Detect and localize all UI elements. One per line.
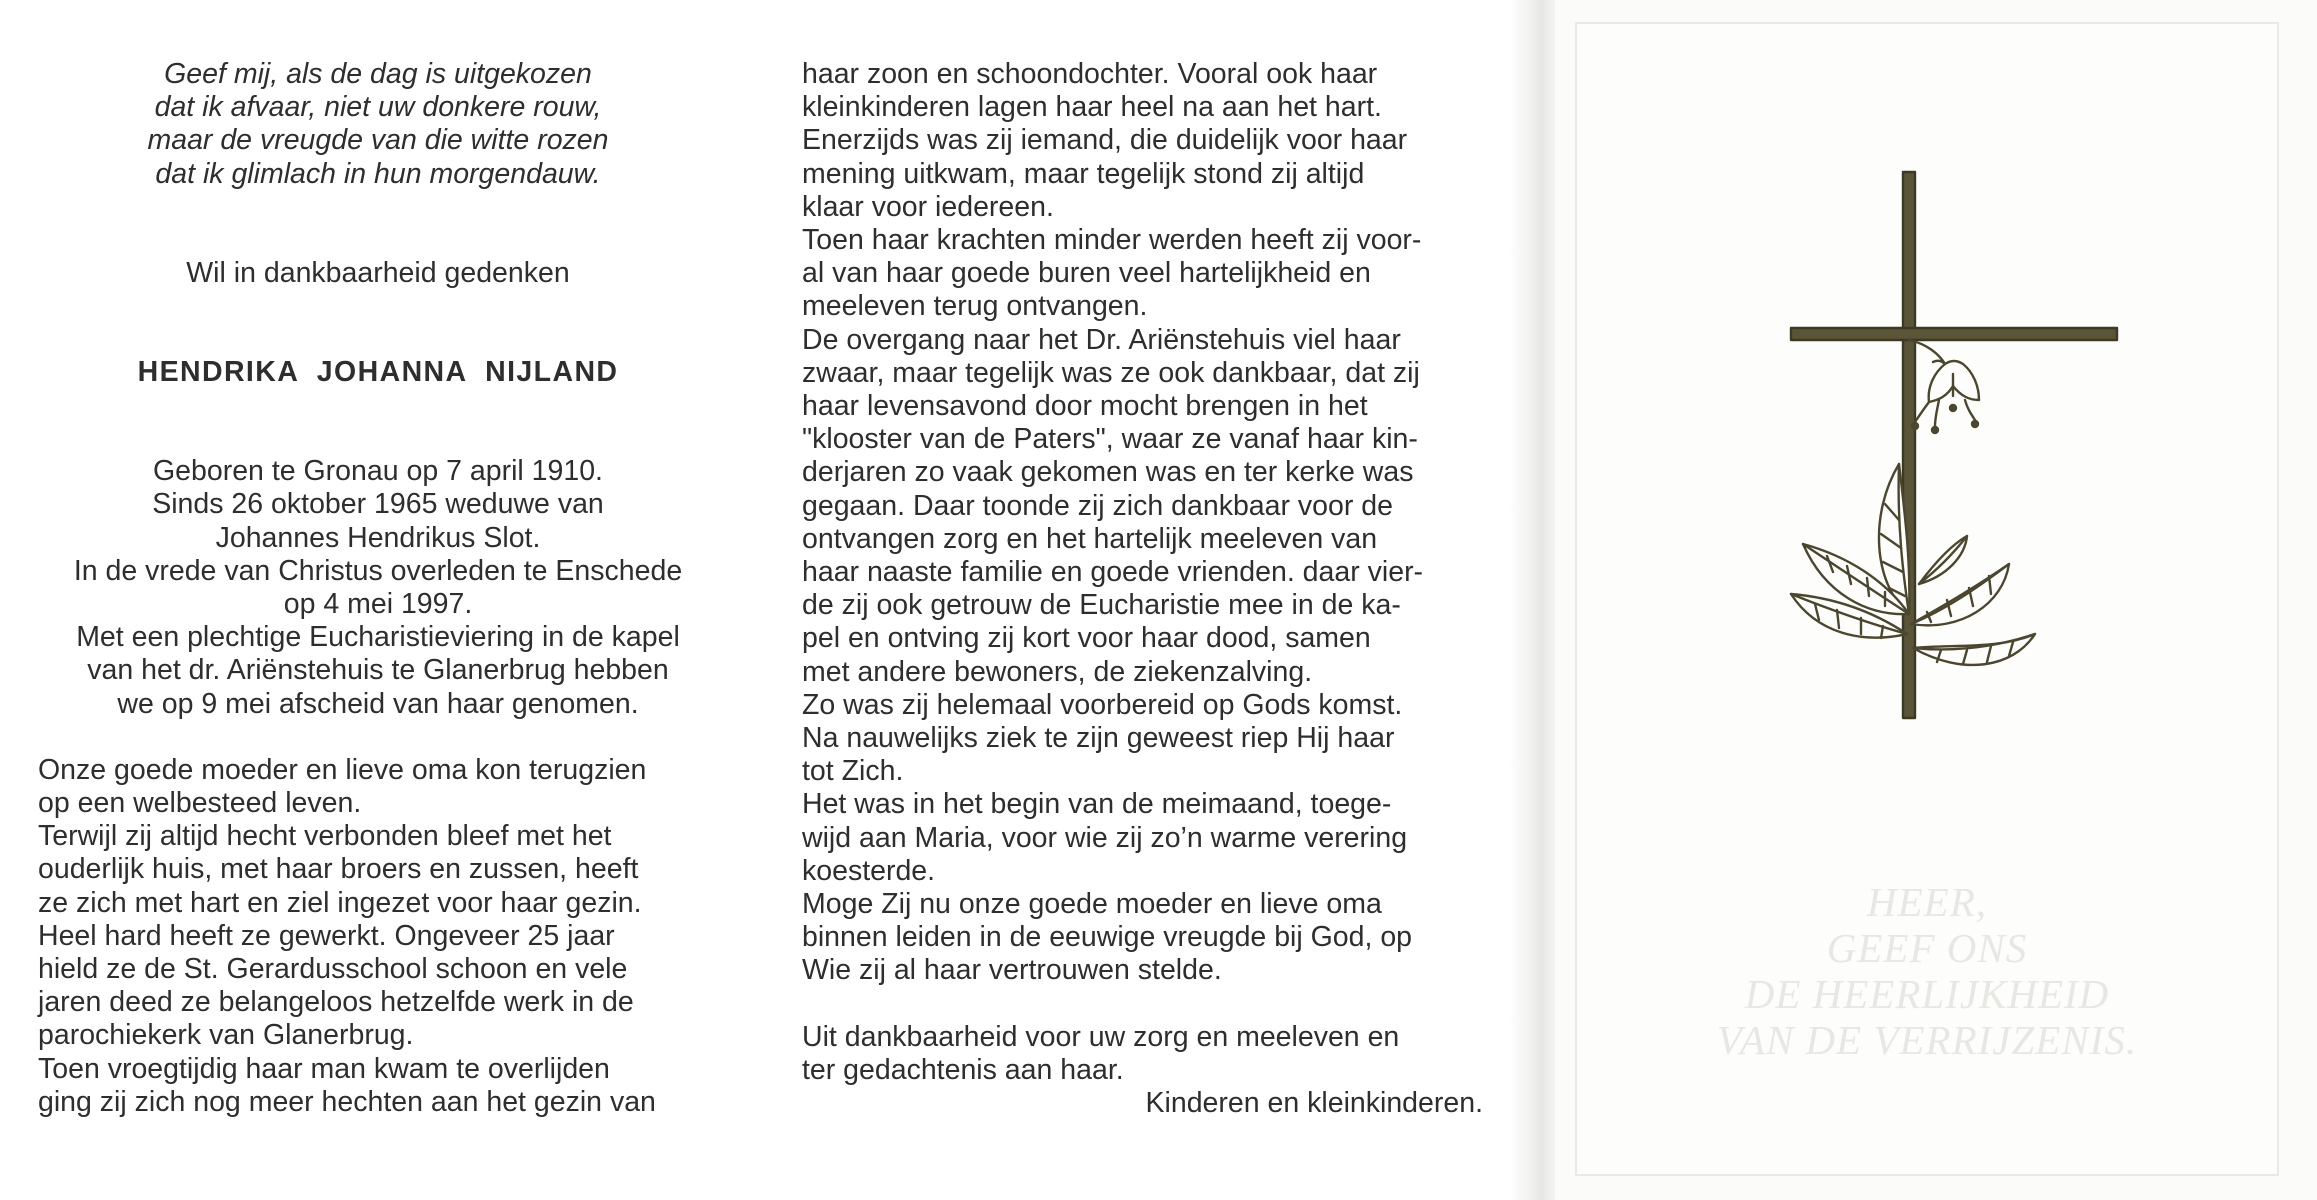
cover-frame: [1575, 22, 2279, 1176]
fact-line: Johannes Hendrikus Slot.: [215, 521, 541, 554]
motto-line: GEEF ONS: [1826, 925, 2028, 971]
bio-line: Toen vroegtijdig haar man kwam te overlijden: [38, 1052, 610, 1085]
bio-line: derjaren zo vaak gekomen was en ter kerke was: [802, 456, 1414, 489]
bio-line: Wie zij al haar vertrouwen stelde.: [802, 954, 1222, 987]
bio-line: kleinkinderen lagen haar heel na aan het hart.: [802, 91, 1382, 124]
poem-line: Geef mij, als de dag is uitgekozen: [164, 58, 592, 90]
biography-part-2: [802, 58, 1485, 988]
bio-line: ging zij zich nog meer hechten aan het gezin van: [38, 1085, 656, 1118]
closing-line: ter gedachtenis aan haar.: [802, 1053, 1124, 1086]
bio-line: met andere bewoners, de ziekenzalving.: [802, 655, 1313, 688]
biography-part-1: [38, 754, 718, 1119]
bio-line: haar zoon en schoondochter. Vooral ook haar: [802, 58, 1378, 90]
bio-line: parochiekerk van Glanerbrug.: [38, 1019, 414, 1052]
bio-line: pel en ontving zij kort voor haar dood, samen: [802, 622, 1371, 655]
motto-line: VAN DE VERRIJZENIS.: [1716, 1017, 2138, 1063]
bio-line: zwaar, maar tegelijk was ze ook dankbaar, dat zij: [802, 356, 1420, 389]
bio-line: Terwijl zij altijd hecht verbonden bleef met het: [38, 820, 612, 853]
bio-line: Het was in het begin van de meimaand, toege-: [802, 788, 1392, 821]
intro-text: Wil in dankbaarheid gedenken: [186, 256, 570, 289]
bio-line: gegaan. Daar toonde zij zich dankbaar voor de: [802, 489, 1393, 522]
bio-line: De overgang naar het Dr. Ariënstehuis viel haar: [802, 323, 1401, 356]
middle-column: [802, 58, 1485, 1120]
motto-line: DE HEERLIJKHEID: [1744, 971, 2110, 1017]
bio-line: binnen leiden in de eeuwige vreugde bij God, op: [802, 921, 1413, 954]
bio-line: Zo was zij helemaal voorbereid op Gods komst.: [802, 688, 1403, 721]
bio-line: ouderlijk huis, met haar broers en zussen, heeft: [38, 853, 639, 886]
fact-line: Sinds 26 oktober 1965 weduwe van: [152, 488, 604, 521]
poem: [38, 58, 718, 191]
signature: Kinderen en kleinkinderen.: [1145, 1087, 1483, 1120]
bio-line: haar levensavond door mocht brengen in het: [802, 390, 1368, 423]
bio-line: Moge Zij nu onze goede moeder en lieve oma: [802, 888, 1382, 921]
bio-line: Na nauwelijks ziek te zijn geweest riep Hij haar: [802, 722, 1395, 755]
bio-line: al van haar goede buren veel hartelijkheid en: [802, 257, 1371, 290]
bio-line: klaar voor iedereen.: [802, 190, 1054, 223]
bio-line: ontvangen zorg en het hartelijk meeleven van: [802, 522, 1378, 555]
fact-line: op 4 mei 1997.: [283, 588, 473, 621]
life-facts: [38, 455, 718, 721]
bio-line: jaren deed ze belangeloos hetzelfde werk in de: [38, 986, 634, 1019]
bio-line: Toen haar krachten minder werden heeft zij voor-: [802, 224, 1422, 257]
poem-line: dat ik glimlach in hun morgendauw.: [155, 157, 601, 190]
bio-line: ze zich met hart en ziel ingezet voor haar gezin.: [38, 886, 642, 919]
bio-line: wijd aan Maria, voor wie zij zo’n warme verering: [802, 821, 1408, 854]
cross-with-flowers-icon: [1777, 164, 2137, 724]
fact-line: van het dr. Ariënstehuis te Glanerbrug hebben: [87, 654, 669, 687]
bio-line: koesterde.: [802, 854, 936, 887]
closing-text: [802, 1021, 1485, 1087]
bio-line: mening uitkwam, maar tegelijk stond zij altijd: [802, 157, 1365, 190]
bio-line: op een welbesteed leven.: [38, 787, 362, 820]
bio-line: Onze goede moeder en lieve oma kon terugzien: [38, 753, 647, 786]
deceased-name: HENDRIKA JOHANNA NIJLAND: [137, 356, 619, 389]
fact-line: we op 9 mei afscheid van haar genomen.: [117, 687, 639, 720]
bio-line: Heel hard heeft ze gewerkt. Ongeveer 25 jaar: [38, 919, 615, 952]
card-fold: [1510, 0, 1555, 1200]
poem-line: maar de vreugde van die witte rozen: [147, 124, 609, 157]
bio-line: haar naaste familie en goede vrienden. daar vier-: [802, 556, 1424, 589]
bio-line: Enerzijds was zij iemand, die duidelijk voor haar: [802, 124, 1408, 157]
fact-line: Met een plechtige Eucharistieviering in de kapel: [76, 621, 680, 654]
cover-motto: [1577, 879, 2277, 1063]
bio-line: de zij ook getrouw de Eucharistie mee in de ka-: [802, 589, 1401, 622]
fact-line: Geboren te Gronau op 7 april 1910.: [153, 455, 603, 488]
poem-line: dat ik afvaar, niet uw donkere rouw,: [154, 91, 602, 124]
bio-line: tot Zich.: [802, 755, 904, 788]
bio-line: meeleven terug ontvangen.: [802, 290, 1148, 323]
bio-line: "klooster van de Paters", waar ze vanaf haar kin-: [802, 423, 1418, 456]
left-column: [38, 58, 718, 1119]
fact-line: In de vrede van Christus overleden te Enschede: [73, 554, 683, 587]
motto-line: HEER,: [1867, 879, 1987, 925]
card-cover: [1555, 0, 2317, 1200]
closing-line: Uit dankbaarheid voor uw zorg en meeleven en: [802, 1020, 1400, 1053]
bio-line: hield ze de St. Gerardusschool schoon en vele: [38, 953, 628, 986]
